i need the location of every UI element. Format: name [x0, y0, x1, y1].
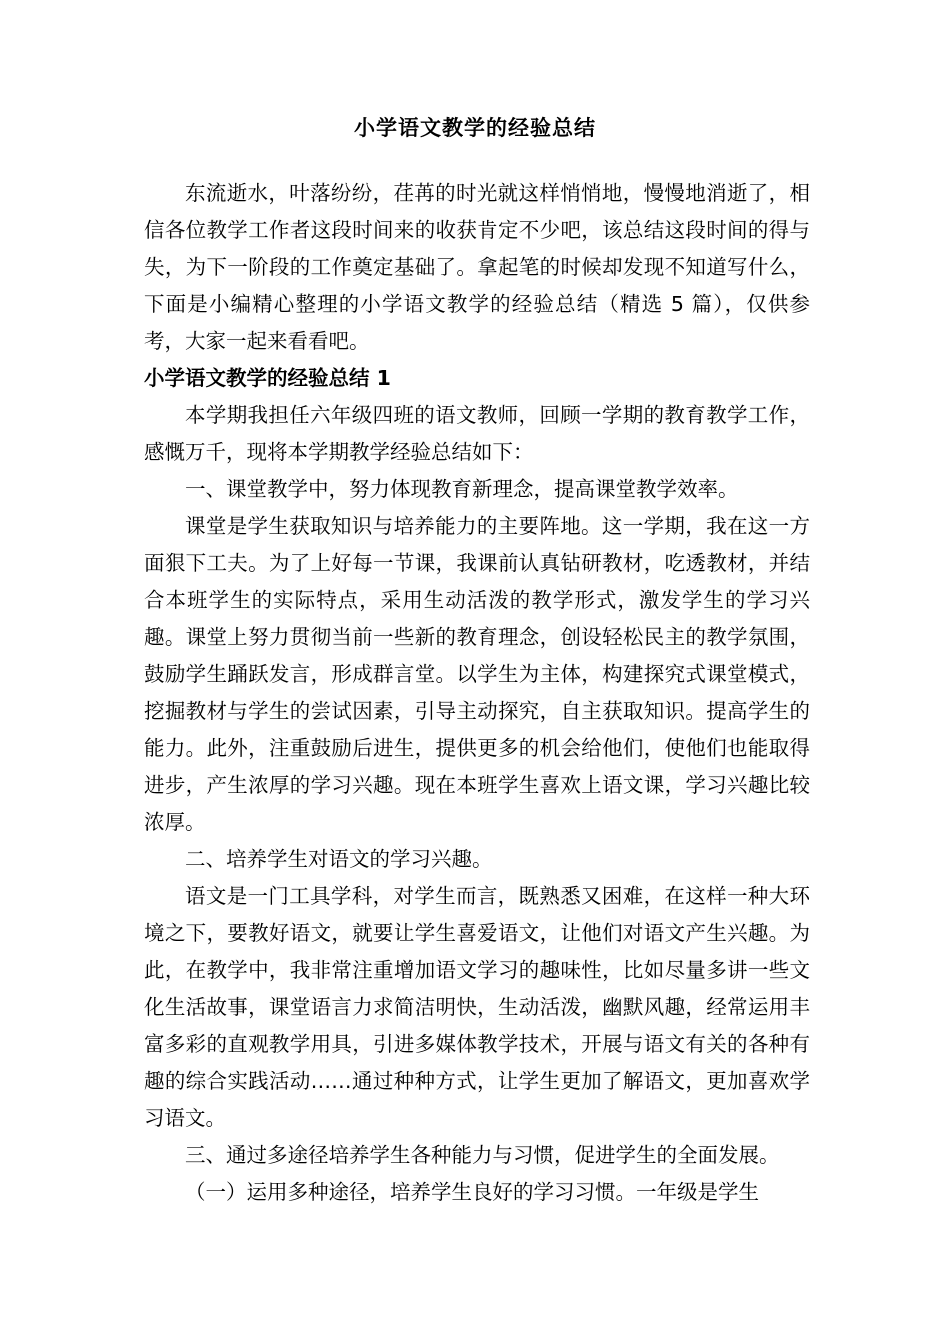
paragraph: （一）运用多种途径，培养学生良好的学习习惯。一年级是学生	[185, 1180, 759, 1204]
subheading-paragraph: 一、课堂教学中，努力体现教育新理念，提高课堂教学效率。	[185, 477, 739, 501]
document-title: 小学语文教学的经验总结	[354, 116, 596, 140]
subheading-paragraph: 二、培养学生对语文的学习兴趣。	[185, 847, 493, 871]
document-body	[144, 175, 810, 1211]
section-heading-1: 小学语文教学的经验总结 1	[144, 366, 391, 390]
intro-paragraph: 东流逝水，叶落纷纷，荏苒的时光就这样悄悄地，慢慢地消逝了，相信各位教学工作者这段时间来的收获肯定不少吧，该总结这段时间的得与失，为下一阶段的工作奠定基础了。拿起笔的时候却发现不知道写什么，下面是小编精心整理的小学语文教学的经验总结（精选 5 篇），仅供参考，大家一起来看看吧。	[144, 181, 810, 353]
paragraph: 本学期我担任六年级四班的语文教师，回顾一学期的教育教学工作，感慨万千，现将本学期教学经验总结如下：	[144, 403, 810, 464]
subheading-paragraph: 三、通过多途径培养学生各种能力与习惯，促进学生的全面发展。	[185, 1143, 780, 1167]
paragraph: 课堂是学生获取知识与培养能力的主要阵地。这一学期，我在这一方面狠下工夫。为了上好每一节课，我课前认真钻研教材，吃透教材，并结合本班学生的实际特点，采用生动活泼的教学形式，激发学生的学习兴趣。课堂上努力贯彻当前一些新的教育理念，创设轻松民主的教学氛围，鼓励学生踊跃发言，形成群言堂。以学生为主体，构建探究式课堂模式，挖掘教材与学生的尝试因素，引导主动探究，自主获取知识。提高学生的能力。此外，注重鼓励后进生，提供更多的机会给他们，使他们也能取得进步，产生浓厚的学习兴趣。现在本班学生喜欢上语文课，学习兴趣比较浓厚。	[144, 514, 810, 834]
paragraph: 语文是一门工具学科，对学生而言，既熟悉又困难，在这样一种大环境之下，要教好语文，就要让学生喜爱语文，让他们对语文产生兴趣。为此，在教学中，我非常注重增加语文学习的趣味性，比如尽量多讲一些文化生活故事，课堂语言力求简洁明快，生动活泼，幽默风趣，经常运用丰富多彩的直观教学用具，引进多媒体教学技术，开展与语文有关的各种有趣的综合实践活动……通过种种方式，让学生更加了解语文，更加喜欢学习语文。	[144, 884, 810, 1130]
